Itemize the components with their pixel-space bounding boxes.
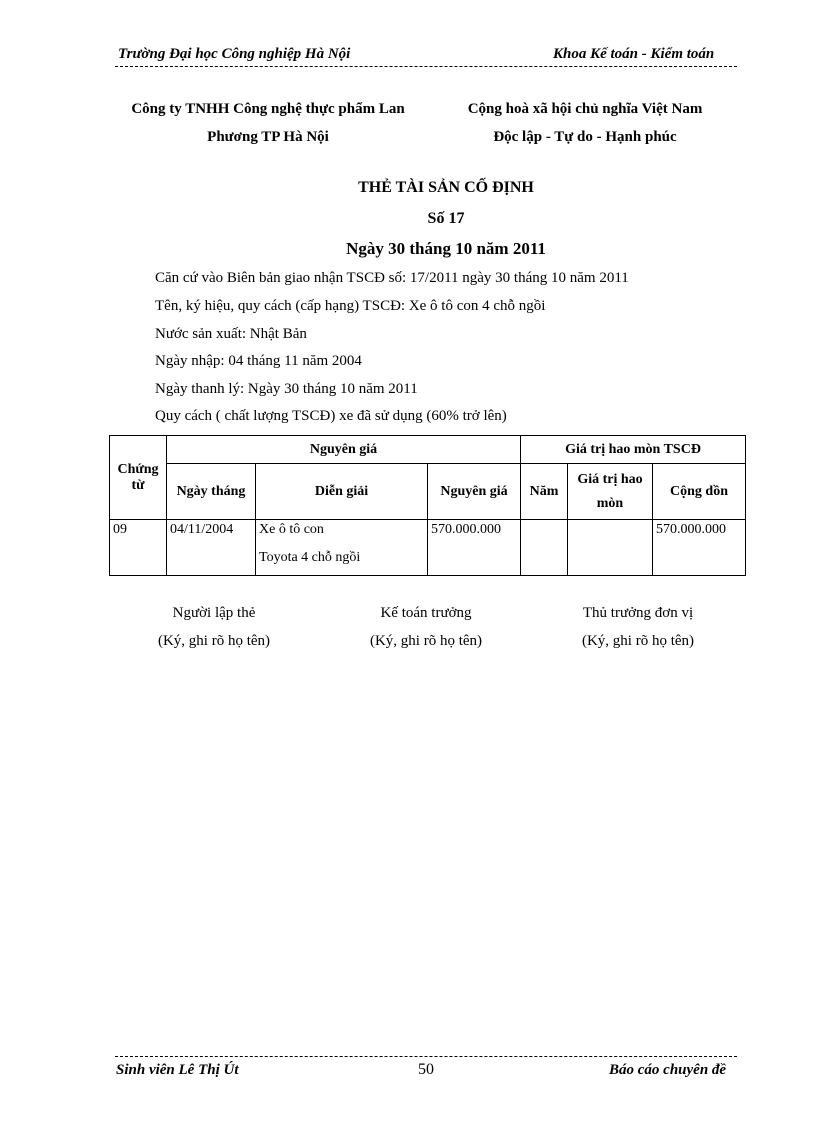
signature-preparer-role: Người lập thẻ <box>172 605 256 621</box>
signature-preparer <box>114 605 314 650</box>
motto-line2: Độc lập - Tự do - Hạnh phúc <box>493 129 677 145</box>
signature-preparer-note: (Ký, ghi rõ họ tên) <box>157 633 271 649</box>
footer-report: Báo cáo chuyên đề <box>609 1062 727 1078</box>
signature-director-role: Thủ trưởng đơn vị <box>582 605 694 621</box>
detail-import-date: Ngày nhập: 04 tháng 11 năm 2004 <box>155 353 362 369</box>
motto-line1: Cộng hoà xã hội chủ nghĩa Việt Nam <box>467 101 703 117</box>
company-name-line1: Công ty TNHH Công nghệ thực phẩm Lan <box>131 101 405 117</box>
signature-chief-accountant-note: (Ký, ghi rõ họ tên) <box>369 633 483 649</box>
detail-quality: Quy cách ( chất lượng TSCĐ) xe đã sử dụng (60% trở lên) <box>155 408 507 424</box>
cell-dep-value <box>568 520 653 576</box>
page-number: 50 <box>418 1061 434 1078</box>
cell-date: 04/11/2004 <box>167 520 256 576</box>
col-year-header: Năm <box>521 464 568 520</box>
col-dep-value-header: Giá trị hao mòn <box>568 464 653 520</box>
col-original-cost-header: Nguyên giá <box>428 464 521 520</box>
document-number: Số 17 <box>427 210 465 227</box>
cell-description <box>256 520 428 576</box>
cell-accumulated: 570.000.000 <box>653 520 746 576</box>
asset-table <box>109 435 746 576</box>
cell-voucher: 09 <box>110 520 167 576</box>
footer-divider <box>115 1056 737 1057</box>
header-faculty: Khoa Kế toán - Kiểm toán <box>553 46 715 62</box>
cell-description-line1: Xe ô tô con <box>259 522 324 537</box>
signature-director <box>538 605 738 650</box>
col-description-header: Diễn giải <box>256 464 428 520</box>
footer-student: Sinh viên Lê Thị Út <box>116 1062 239 1078</box>
cell-original-cost: 570.000.000 <box>428 520 521 576</box>
table-row <box>110 520 746 576</box>
detail-asset-name: Tên, ký hiệu, quy cách (cấp hạng) TSCĐ: Xe ô tô con 4 chỗ ngồi <box>155 298 546 314</box>
detail-liquidation-date: Ngày thanh lý: Ngày 30 tháng 10 năm 2011 <box>155 381 418 397</box>
detail-basis: Căn cứ vào Biên bản giao nhận TSCĐ số: 17/2011 ngày 30 tháng 10 năm 2011 <box>155 270 629 286</box>
signature-chief-accountant-role: Kế toán trưởng <box>380 605 472 621</box>
col-date-header: Ngày tháng <box>167 464 256 520</box>
signature-chief-accountant <box>326 605 526 650</box>
company-block <box>108 95 428 151</box>
detail-country: Nước sản xuất: Nhật Bản <box>155 326 307 342</box>
header-school: Trường Đại học Công nghiệp Hà Nội <box>118 46 351 62</box>
col-accumulated-header: Cộng dồn <box>653 464 746 520</box>
signature-director-note: (Ký, ghi rõ họ tên) <box>581 633 695 649</box>
document-date: Ngày 30 tháng 10 năm 2011 <box>346 239 546 258</box>
cell-year <box>521 520 568 576</box>
group-original-header: Nguyên giá <box>167 436 521 464</box>
group-depreciation-header: Giá trị hao mòn TSCĐ <box>521 436 746 464</box>
col-voucher-header: Chứng từ <box>110 436 167 520</box>
company-name-line2: Phương TP Hà Nội <box>207 129 329 145</box>
motto-block <box>440 95 730 151</box>
header-divider <box>115 66 737 67</box>
document-title: THẺ TÀI SẢN CỐ ĐỊNH <box>358 179 534 196</box>
cell-description-line2: Toyota 4 chỗ ngồi <box>259 550 361 565</box>
